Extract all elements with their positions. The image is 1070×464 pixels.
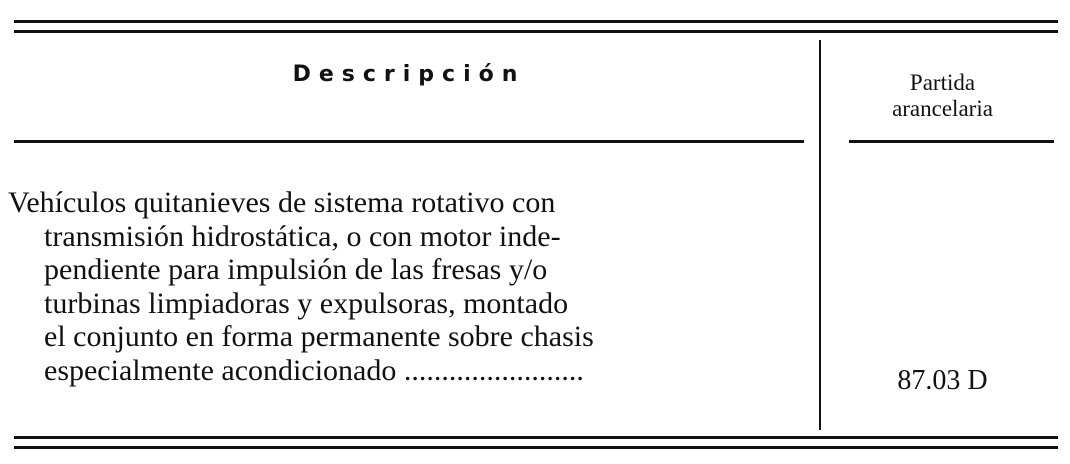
top-double-rule-upper	[14, 20, 1058, 23]
table-row-partida: 87.03 D	[897, 365, 988, 396]
column-divider	[819, 40, 821, 430]
top-double-rule-lower	[14, 30, 1058, 33]
column-header-partida-line1: Partida	[909, 70, 976, 95]
bottom-double-rule-lower	[14, 446, 1058, 449]
description-line: transmisión hidrostática, o con motor inde-	[44, 219, 561, 253]
description-line: turbinas limpiadoras y expulsoras, montado	[44, 286, 569, 320]
header-rule-description	[14, 140, 804, 143]
bottom-double-rule-upper	[14, 436, 1058, 439]
column-header-description: Descripción	[292, 62, 526, 87]
table-row-description	[8, 186, 808, 387]
description-line: el conjunto en forma permanente sobre chasis	[44, 320, 594, 353]
description-line: pendiente para impulsión de las fresas y/o	[44, 253, 548, 286]
description-line: especialmente acondicionado ........................	[44, 353, 584, 387]
description-line: Vehículos quitanieves de sistema rotativo con	[8, 186, 556, 219]
column-header-partida	[830, 70, 1055, 122]
header-rule-partida	[849, 140, 1054, 143]
column-header-partida-line2: arancelaria	[892, 96, 993, 121]
